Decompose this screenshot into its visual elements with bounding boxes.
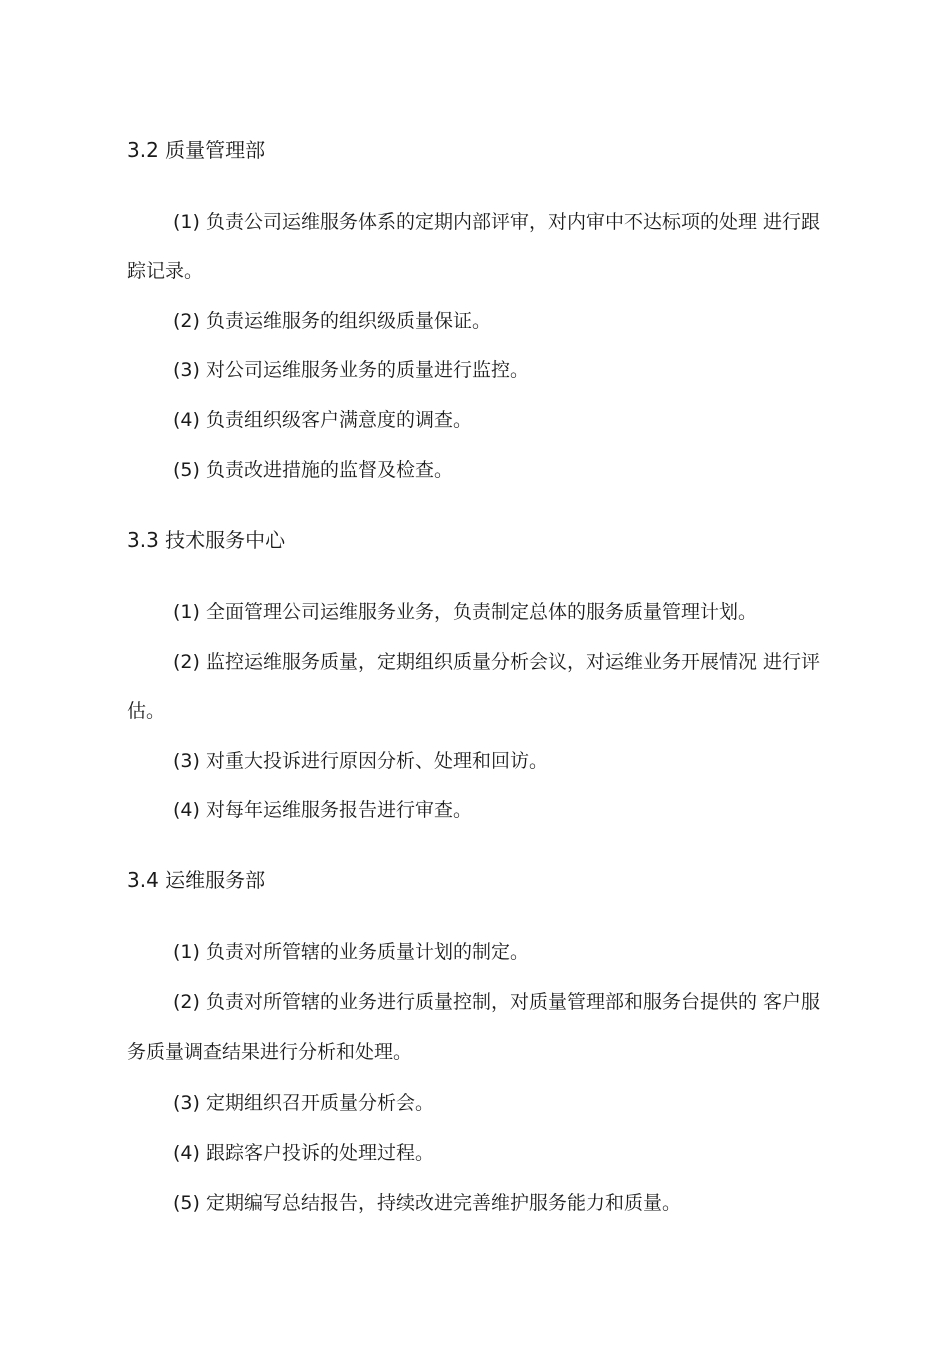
section-3-3-item-1: (1) 全面管理公司运维服务业务，负责制定总体的服务质量管理计划。 [173, 601, 757, 623]
section-3-4-item-3: (3) 定期组织召开质量分析会。 [173, 1092, 434, 1114]
section-heading-3-3: 3.3 技术服务中心 [127, 528, 286, 552]
section-3-4-item-5: (5) 定期编写总结报告，持续改进完善维护服务能力和质量。 [173, 1192, 681, 1214]
section-3-2-item-3: (3) 对公司运维服务业务的质量进行监控。 [173, 359, 529, 381]
section-3-2-item-5: (5) 负责改进措施的监督及检查。 [173, 459, 453, 481]
section-3-2-item-4: (4) 负责组织级客户满意度的调查。 [173, 409, 472, 431]
section-3-2-item-1-continued: 踪记录。 [127, 260, 204, 282]
section-3-4-item-1: (1) 负责对所管辖的业务质量计划的制定。 [173, 941, 529, 963]
section-3-3-item-4: (4) 对每年运维服务报告进行审查。 [173, 799, 472, 821]
section-heading-3-4: 3.4 运维服务部 [127, 868, 266, 892]
section-3-2-item-1: (1) 负责公司运维服务体系的定期内部评审，对内审中不达标项的处理 进行跟 [173, 211, 820, 233]
section-3-3-item-2: (2) 监控运维服务质量，定期组织质量分析会议，对运维业务开展情况 进行评 [173, 651, 820, 673]
section-heading-3-2: 3.2 质量管理部 [127, 138, 266, 162]
section-3-4-item-2-continued: 务质量调查结果进行分析和处理。 [127, 1041, 413, 1063]
section-3-3-item-3: (3) 对重大投诉进行原因分析、处理和回访。 [173, 750, 548, 772]
section-3-4-item-2: (2) 负责对所管辖的业务进行质量控制，对质量管理部和服务台提供的 客户服 [173, 991, 820, 1013]
section-3-4-item-4: (4) 跟踪客户投诉的处理过程。 [173, 1142, 434, 1164]
section-3-2-item-2: (2) 负责运维服务的组织级质量保证。 [173, 310, 491, 332]
section-3-3-item-2-continued: 估。 [127, 700, 166, 722]
